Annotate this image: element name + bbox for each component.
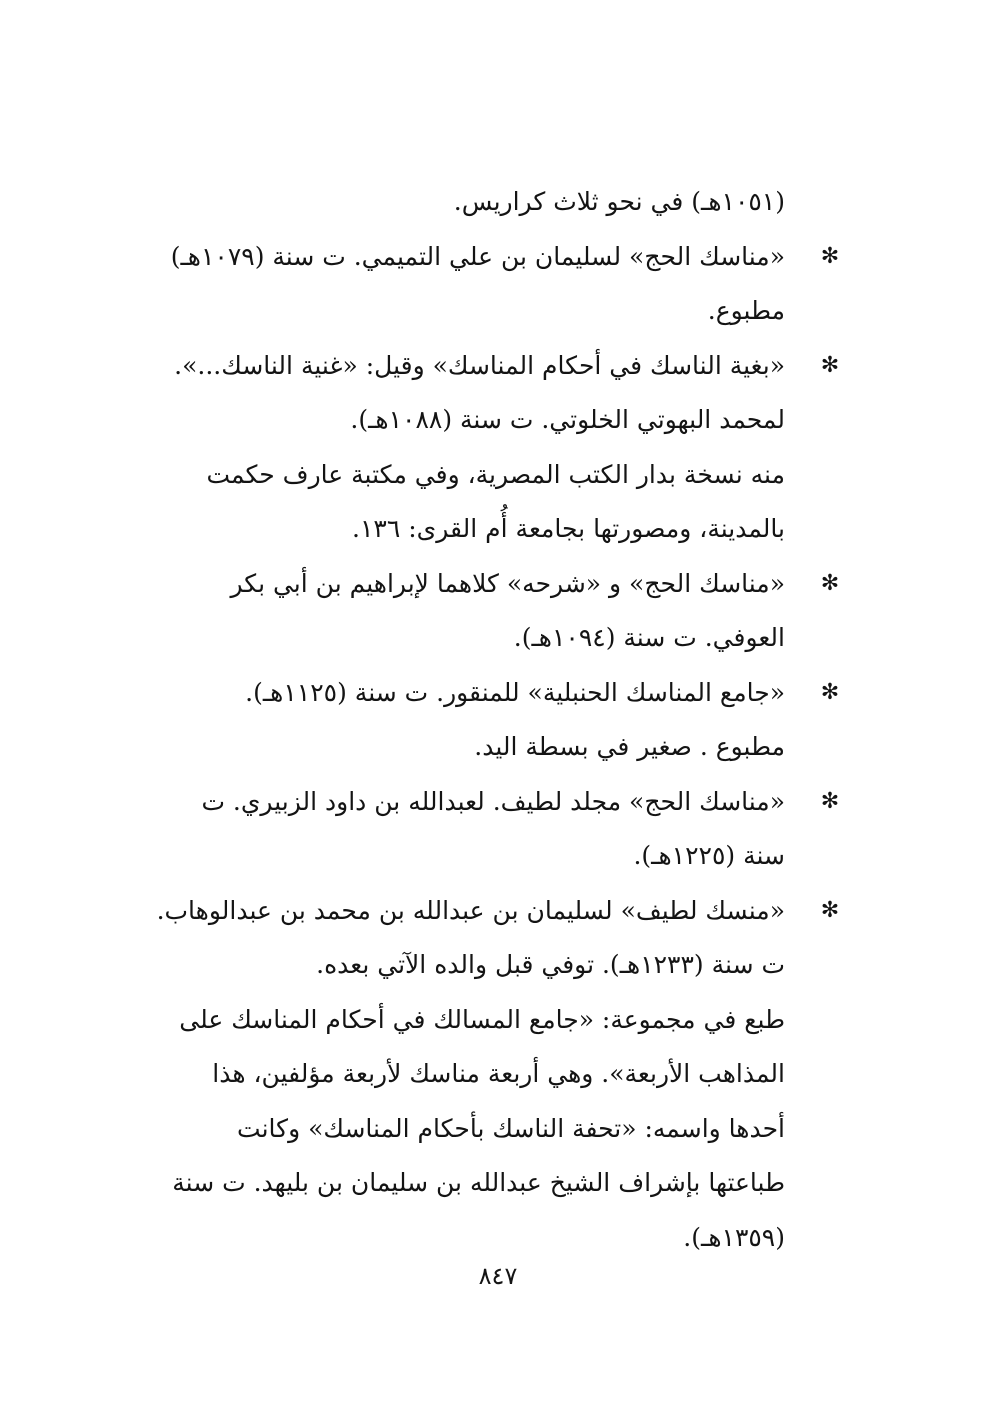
- asterisk-bullet-icon: ✻: [820, 679, 840, 705]
- page-body: [128, 175, 840, 1265]
- text-line: المذاهب الأربعة». وهي أربعة مناسك لأربعة مؤلفين، هذا: [212, 1059, 785, 1088]
- text-line: «مناسك الحج» مجلد لطيف. لعبدالله بن داود الزبيري. ت: [201, 786, 785, 816]
- text-line: «مناسك الحج» و «شرحه» كلاهما لإبراهيم بن أبي بكر: [230, 568, 785, 598]
- text-line: العوفي. ت سنة (١٠٩٤هـ).: [513, 623, 785, 652]
- list-item: [128, 230, 840, 339]
- paragraph: [128, 448, 840, 557]
- asterisk-bullet-icon: ✻: [820, 788, 840, 814]
- text-line: مطبوع . صغير في بسطة اليد.: [474, 732, 785, 761]
- text-line: «مناسك الحج» لسليمان بن علي التميمي. ت سنة (١٠٧٩هـ): [170, 241, 785, 271]
- text-line: «جامع المناسك الحنبلية» للمنقور. ت سنة (١١٢٥هـ).: [245, 677, 785, 707]
- paragraph: [128, 993, 840, 1266]
- asterisk-bullet-icon: ✻: [820, 897, 840, 923]
- text-line: طباعتها بإشراف الشيخ عبدالله بن سليمان بن بليهد. ت سنة: [172, 1168, 785, 1197]
- list-item: [128, 775, 840, 884]
- page-number: ٨٤٧: [478, 1262, 518, 1290]
- asterisk-bullet-icon: ✻: [820, 243, 840, 269]
- text-line: أحدها واسمه: «تحفة الناسك بأحكام المناسك» وكانت: [237, 1113, 785, 1143]
- text-line: سنة (١٢٢٥هـ).: [633, 841, 785, 870]
- asterisk-bullet-icon: ✻: [820, 352, 840, 378]
- text-line: بالمدينة، ومصورتها بجامعة أُم القرى: ١٣٦.: [352, 514, 785, 543]
- list-item: [128, 339, 840, 448]
- text-line: «بغية الناسك في أحكام المناسك» وقيل: «غنية الناسك...».: [174, 350, 785, 380]
- text-line: «منسك لطيف» لسليمان بن عبدالله بن محمد بن عبدالوهاب.: [156, 895, 785, 925]
- text-line: طبع في مجموعة: «جامع المسالك في أحكام المناسك على: [179, 1004, 785, 1034]
- text-line: (١٠٥١هـ) في نحو ثلاث كراريس.: [453, 187, 785, 216]
- text-line: (١٣٥٩هـ).: [683, 1222, 785, 1252]
- list-item: [128, 884, 840, 993]
- list-item: [128, 557, 840, 666]
- asterisk-bullet-icon: ✻: [820, 570, 840, 596]
- text-line: مطبوع.: [707, 296, 785, 325]
- text-line: ت سنة (١٢٣٣هـ). توفي قبل والده الآتي بعده.: [316, 950, 785, 979]
- text-line: منه نسخة بدار الكتب المصرية، وفي مكتبة عارف حكمت: [206, 459, 785, 489]
- list-item: [128, 666, 840, 775]
- text-line: لمحمد البهوتي الخلوتي. ت سنة (١٠٨٨هـ).: [350, 405, 785, 434]
